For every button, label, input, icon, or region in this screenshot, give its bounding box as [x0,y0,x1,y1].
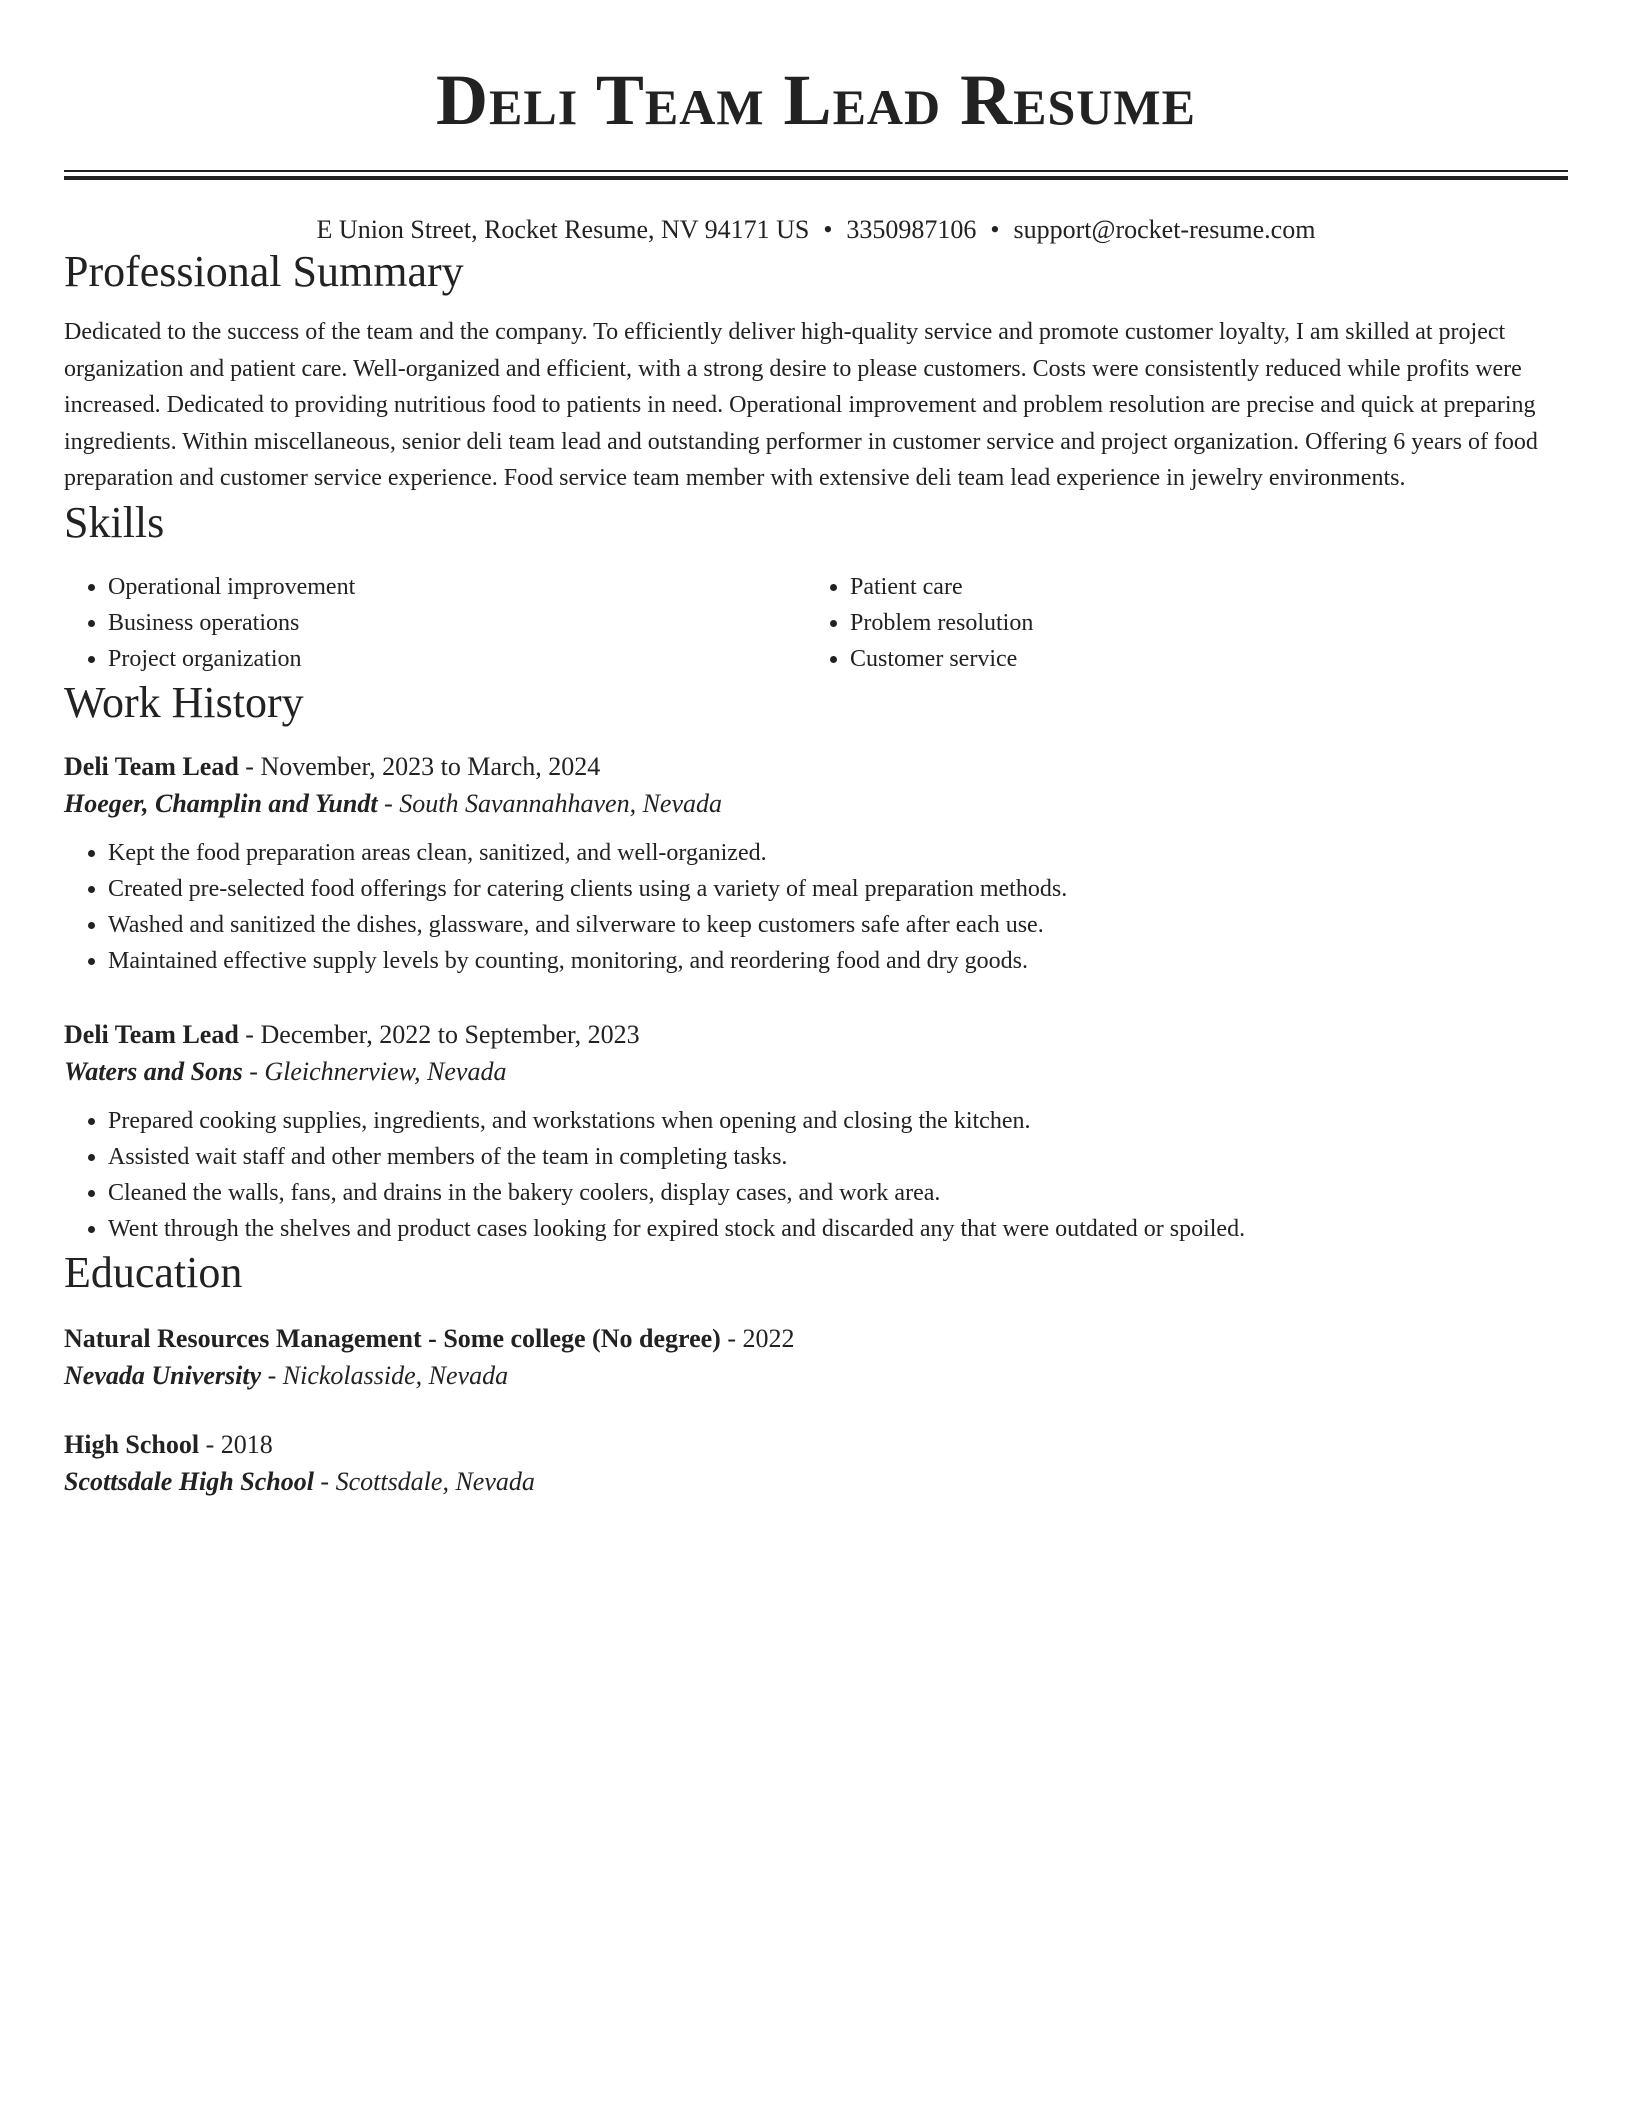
education-heading: Education [64,1247,243,1297]
job-company: Hoeger, Champlin and Yundt [64,788,378,818]
skill-item: • Patient care [850,569,1548,605]
job-bullet: • Cleaned the walls, fans, and drains in the bakery coolers, display cases, and work area. [108,1175,1568,1211]
contact-separator: • [823,215,833,244]
job-bullet: • Assisted wait staff and other members of the team in completing tasks. [108,1139,1568,1175]
job-bullets [64,1103,1568,1247]
job-company-line [64,785,1568,823]
contact-email: support@rocket-resume.com [1013,215,1316,244]
degree-line [64,1427,1568,1463]
job-bullet: • Prepared cooking supplies, ingredients, and workstations when opening and closing the kitchen. [108,1103,1568,1139]
job-bullet: • Washed and sanitized the dishes, glassware, and silverware to keep customers safe after each use. [108,907,1568,943]
skill-item: • Project organization [108,641,806,677]
job-bullet: • Maintained effective supply levels by counting, monitoring, and reordering food and dry goods. [108,943,1568,979]
job-bullet: • Kept the food preparation areas clean, sanitized, and well-organized. [108,835,1568,871]
contact-phone: 3350987106 [846,215,977,244]
job-title-line [64,1017,1568,1053]
skills-column-left [64,569,806,677]
work-entry [64,749,1568,979]
skill-item: • Problem resolution [850,605,1548,641]
contact-address: E Union Street, Rocket Resume, NV 94171 US [316,215,810,244]
skill-item: • Customer service [850,641,1548,677]
school-location: - Scottsdale, Nevada [313,1466,535,1496]
job-bullets [64,835,1568,979]
job-dates: - December, 2022 to September, 2023 [238,1019,640,1049]
job-title: Deli Team Lead [64,751,239,781]
degree-line [64,1321,1568,1357]
job-title-line [64,749,1568,785]
contact-separator: • [990,215,1000,244]
summary-heading: Professional Summary [64,247,464,296]
education-entry [64,1321,1568,1395]
title-divider [64,170,1568,180]
contact-line [64,214,1568,246]
work-history-heading: Work History [64,677,304,727]
skills-heading: Skills [64,497,165,547]
skill-item: • Operational improvement [108,569,806,605]
job-dates: - November, 2023 to March, 2024 [238,751,601,781]
degree-name: High School [64,1429,200,1459]
school-line [64,1357,1568,1395]
school-name: Nevada University [64,1360,262,1390]
degree-name: Natural Resources Management - Some college (No degree) [64,1323,721,1353]
skill-item: • Business operations [108,605,806,641]
degree-year: - 2018 [199,1429,273,1459]
job-company: Waters and Sons [64,1056,243,1086]
degree-year: - 2022 [720,1323,795,1353]
work-entry [64,1017,1568,1247]
skills-list [64,569,1568,677]
resume-title: Deli Team Lead Resume [436,60,1196,140]
job-location: - Gleichnerview, Nevada [242,1056,507,1086]
job-company-line [64,1053,1568,1091]
job-bullet: • Created pre-selected food offerings for catering clients using a variety of meal preparation methods. [108,871,1568,907]
school-name: Scottsdale High School [64,1466,314,1496]
education-entry [64,1427,1568,1501]
skills-column-right [806,569,1548,677]
school-location: - Nickolasside, Nevada [261,1360,509,1390]
summary-text: Dedicated to the success of the team and the company. To efficiently deliver high-quality service and promote customer loyalty, I am skilled at project organization and patient care. Well-organized and efficient, with a strong desire to please customers. Costs were consistently reduced while profits were increased. Dedicated to providing nutritious food to patients in need. Operational improvement and problem resolution are precise and quick at preparing ingredients. Within miscellaneous, senior deli team lead and outstanding performer in customer service and project organization. Offering 6 years of food preparation and customer service experience. Food service team member with extensive deli team lead experience in jewelry environments. [64,319,1538,491]
job-bullet: • Went through the shelves and product cases looking for expired stock and discarded any that were outdated or spoiled. [108,1211,1568,1247]
school-line [64,1463,1568,1501]
job-location: - South Savannahhaven, Nevada [377,788,722,818]
job-title: Deli Team Lead [64,1019,239,1049]
